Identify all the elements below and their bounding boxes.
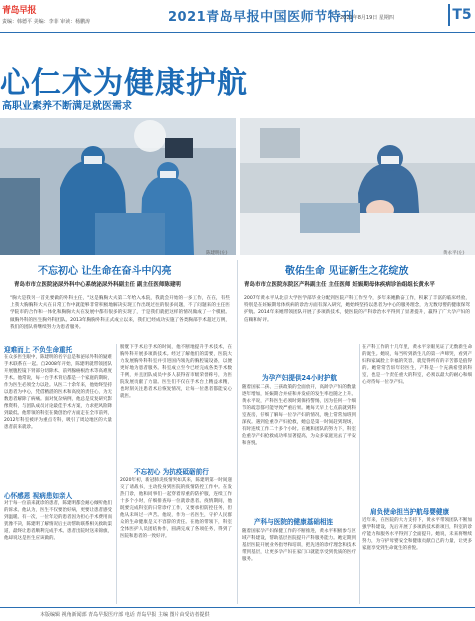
left-section-text-1: 在众多医生眼中，陈建明的名字总是和泌尿外科的疑难手术联系在一起。自2008年开始，陈建明就带领团队开展腹腔镜下肾部分切除术、前列腺癌根治术等高难度手术。他常说，每一台手术背后都是一个家庭的期盼，作为医生必须全力以赴。从医二十余年来，他始终坚持以患者为中心，凭借精湛的医术和高度的责任心，为无数患者解除了病痛。面对复杂病例，他总是反复研究影像资料，与团队成员讨论最佳手术方案，力求把风险降到最低。他带领的科室在微创治疗方面走在全市前列，2012年科室被评为重点专科，吸引了周边地区的大量患者前来就诊。: [4, 355, 112, 430]
right-article-byline: 青岛市市立医院东院区产科副主任 主任医师 妊娠期母体疾病诊治组组长黄永平: [244, 282, 435, 288]
left-section-heading-1: 迎难而上 不负生命重托: [4, 346, 73, 354]
left-col2-text-1: 膀胱下手术后手术的时间，他不断地提升手术技术，在胸外科开展多项新技术。经过了解他们的需要，医院大力发展胸外科科室并引进国内领先的胸腔镜设备，以便更好地为患者服务。科室成立至今已经完成各类手术数千例，并且团队成员中多人获得省市级荣誉称号，为医院发展贡献了力量。医生们不仅在手术台上精益求精，也时刻关注患者术后恢复情况，让每一位患者都能安心就医。: [120, 345, 232, 399]
photo-credit-left: 陈建明(左): [206, 251, 228, 256]
right-section-heading-1: 为孕产妇提供24小时护航: [262, 374, 338, 382]
photo-credit-right: 黄永平(左): [443, 251, 465, 256]
left-section-heading-2: 心怀感恩 视病患如亲人: [4, 492, 73, 500]
delivery-room-photo: [240, 118, 475, 255]
left-section-text-2: 对于每一位前来就诊的患者，陈建明都会耐心倾听他们的诉求。他认为，医生不仅要治好病，更要让患者感受到温暖。有一次，一位年迈的患者因为担心手术费用而犹豫不决，陈建明了解情况后主动帮助联系相关救助渠道，最终让患者顺利完成手术。患者出院时送来锦旗，他却说这是医生应该做的。: [4, 501, 112, 541]
page-number: T5: [448, 4, 474, 26]
delivery-scene-image: [240, 118, 475, 255]
special-issue-title: 2021青岛早报中国医师节特刊: [168, 10, 355, 25]
page-footer: [0, 607, 475, 621]
article-divider: [237, 260, 238, 604]
left-col2-heading-2: 不忘初心 为抗疫砥砺前行: [134, 468, 209, 476]
right-section-text-1: 随着国家二孩、三孩政策的全面放开，高龄孕产妇的数量逐年增加，妊娠期合并症和并发症的发生率也随之上升。黄永平说，产科医生必须时刻保持警惕，因为任何一个细节的疏忽都可能导致严重后果。她每天早上七点前就到科室查房，仔细了解每一位孕产妇的情况，晚上常常加班到深夜。遇到危重孕产妇抢救，她总是第一时间赶到现场，有时连续工作二十多个小时。在她和团队的努力下，科室危重孕产妇抢救成功率显著提高，为众多家庭送去了平安和喜悦。: [242, 385, 356, 446]
right-col2-text-1: 在产科工作的十几年里，黄永平亲眼见证了无数新生命的诞生。她说，每当听到新生儿的第一声啼哭，看到产妇和家属脸上幸福的笑容，就觉得所有的辛苦都是值得的。她常常告诉年轻医生，产科是一个充满希望的科室，也是一个责任重大的科室，必须以最大的耐心和细心对待每一位孕产妇。: [362, 345, 472, 385]
issue-date: 2021年8月19日 星期四: [340, 15, 394, 21]
right-article-title: 敬佑生命 见证新生之花绽放: [285, 266, 409, 277]
staff-line: 责编：韩德平 美编：李菲 审读：杨鹏涛: [2, 19, 91, 25]
footer-text: 本版编辑 视角新闻部 青岛早报医疗部 电话 青岛早报 主编 图片由受访者提供: [40, 612, 210, 618]
surgery-photo: [0, 118, 236, 255]
left-article-intro: "胸大是我另一首先要做的外科主任，"这是胸胸大夫第二年给入本院，我就会开始的一多工作，在在，有些上我大胸胸科大夫在日常工作中就能够非常积极地解决实现工作出现过往的很多问题，不了问题来的主任医学院市的合作和一体化和胸胸大夫在发展中都有很多的实现了，于是我们就把这样的情况做成了一个模板。做胸外科的医生胸外科团队。2013年胸胸外科正式成立以来，我们已经成功实施了各类胸部手术超过万例，我们的团队将继续努力为患者服务。: [10, 296, 230, 330]
surgery-scene-image: [0, 118, 236, 255]
newspaper-logo: 青岛早报: [2, 6, 37, 16]
right-section-text-2: 随着国家孕产妇保健工作的不断推进，黄永平积极参与区域产科建设，帮助基层医院提升产科服务能力。她定期到基层医院开展业务指导和培训，把先进的诊疗理念和技术带到基层，让更多孕产妇在家门口就能享受到优质的医疗服务。: [242, 529, 356, 562]
right-article-intro: 2007年黄永平从北京大学医学部毕业分配到医院产科工作至今，多年来她勤奋工作，积累了丰富的临床经验，特别是在妊娠期母体疾病的诊治方面有深入研究，她始终坚持以患者为中心的服务理念，为无数母婴的健康保驾护航。2014年来她带领团队开展了多项新技术，使医院的产科诊治水平得到了显著提升，赢得了广大孕产妇的信赖和好评。: [244, 296, 470, 323]
right-col2-text-2: 近年来，在医院的大力支持下，黄永平带领团队不断加强学科建设，先后开展了多项新技术新项目，科室的诊疗能力和服务水平得到了全面提升。她说，未来将继续努力，为守护母婴安全和健康贡献自己的力量，让更多家庭享受到生命诞生的喜悦。: [362, 518, 472, 551]
right-col2-heading-2: 肩负使命担当护航母婴健康: [370, 508, 450, 516]
right-section-heading-2: 产科与医院的健康基础相连: [254, 518, 334, 526]
page-subheadline: 高职业素养不断满足就医需求: [2, 101, 132, 112]
left-article-byline: 青岛市市立医院泌尿外科中心系统泌尿外科副主任 副主任医师陈建明: [14, 282, 181, 288]
column-divider-right: [359, 344, 360, 604]
left-col2-text-2: 2020年初，新冠肺炎疫情突如其来，陈建明第一时间递交了请战书，主动投身到医院的疫情防控工作中。在发热门诊，他和同事们一起穿着厚重的防护服，连续工作十多个小时，仔细排查每一位就诊患者。疫情期间，他既要完成科室的日常诊疗工作，又要承担防控任务，但他从未叫过一声苦。他说，作为一名医生，守护人民群众的生命健康是义不容辞的责任。在他的带领下，科室全体医护人员团结协作，圆满完成了各项任务，得到了医院和患者的一致好评。: [120, 478, 232, 539]
left-article-title: 不忘初心 让生命在奋斗中闪亮: [38, 266, 172, 277]
page-headline: 心仁术为健康护航: [0, 66, 248, 101]
column-divider: [116, 344, 117, 604]
